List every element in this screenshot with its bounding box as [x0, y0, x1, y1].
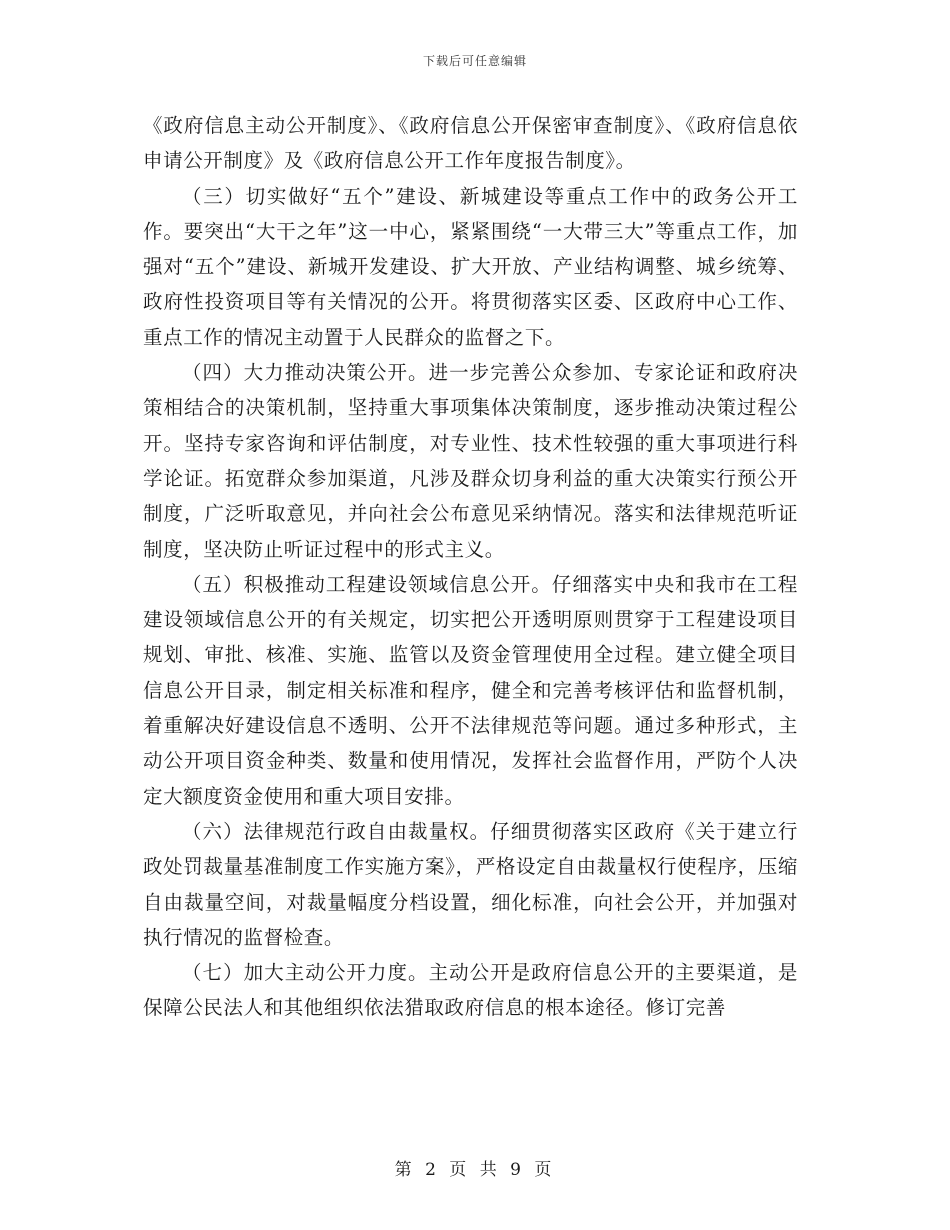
paragraph-6: （七）加大主动公开力度。主动公开是政府信息公开的主要渠道，是保障公民法人和其他组织依法猎取政府信息的根本途径。修订完善 — [143, 961, 798, 1020]
page-header: 下载后可任意编辑 — [422, 54, 527, 68]
paragraph-2: （三）切实做好“五个”建设、新城建设等重点工作中的政务公开工作。要突出“大干之年”这一中心，紧紧围绕“一大带三大”等重点工作，加强对“五个”建设、新城开发建设、扩大开放、产业结构调整、城乡统筹、政府性投资项目等有关情况的公开。将贯彻落实区委、区政府中心工作、重点工作的情况主动置于人民群众的监督之下。 — [143, 184, 798, 349]
paragraph-5: （六）法律规范行政自由裁量权。仔细贯彻落实区政府《关于建立行政处罚裁量基准制度工作实施方案》，严格设定自由裁量权行使程序，压缩自由裁量空间，对裁量幅度分档设置，细化标准，向社会公开，并加强对执行情况的监督检查。 — [143, 819, 798, 949]
paragraph-3: （四）大力推动决策公开。进一步完善公众参加、专家论证和政府决策相结合的决策机制，坚持重大事项集体决策制度，逐步推动决策过程公开。坚持专家咨询和评估制度，对专业性、技术性较强的重大事项进行科学论证。拓宽群众参加渠道，凡涉及群众切身利益的重大决策实行预公开制度，广泛听取意见，并向社会公布意见采纳情况。落实和法律规范听证制度，坚决防止听证过程中的形式主义。 — [143, 361, 798, 561]
paragraph-4: （五）积极推动工程建设领域信息公开。仔细落实中央和我市在工程建设领域信息公开的有关规定，切实把公开透明原则贯穿于工程建设项目规划、审批、核准、实施、监管以及资金管理使用全过程。建立健全项目信息公开目录，制定相关标准和程序，健全和完善考核评估和监督机制，着重解决好建设信息不透明、公开不法律规范等问题。通过多种形式，主动公开项目资金种类、数量和使用情况，发挥社会监督作用，严防个人决定大额度资金使用和重大项目安排。 — [143, 572, 798, 808]
document-body — [143, 108, 798, 1026]
paragraph-1: 《政府信息主动公开制度》、《政府信息公开保密审查制度》、《政府信息依申请公开制度》及《政府信息公开工作年度报告制度》。 — [143, 114, 798, 173]
page-footer: 第 2 页 共 9 页 — [394, 1160, 556, 1180]
